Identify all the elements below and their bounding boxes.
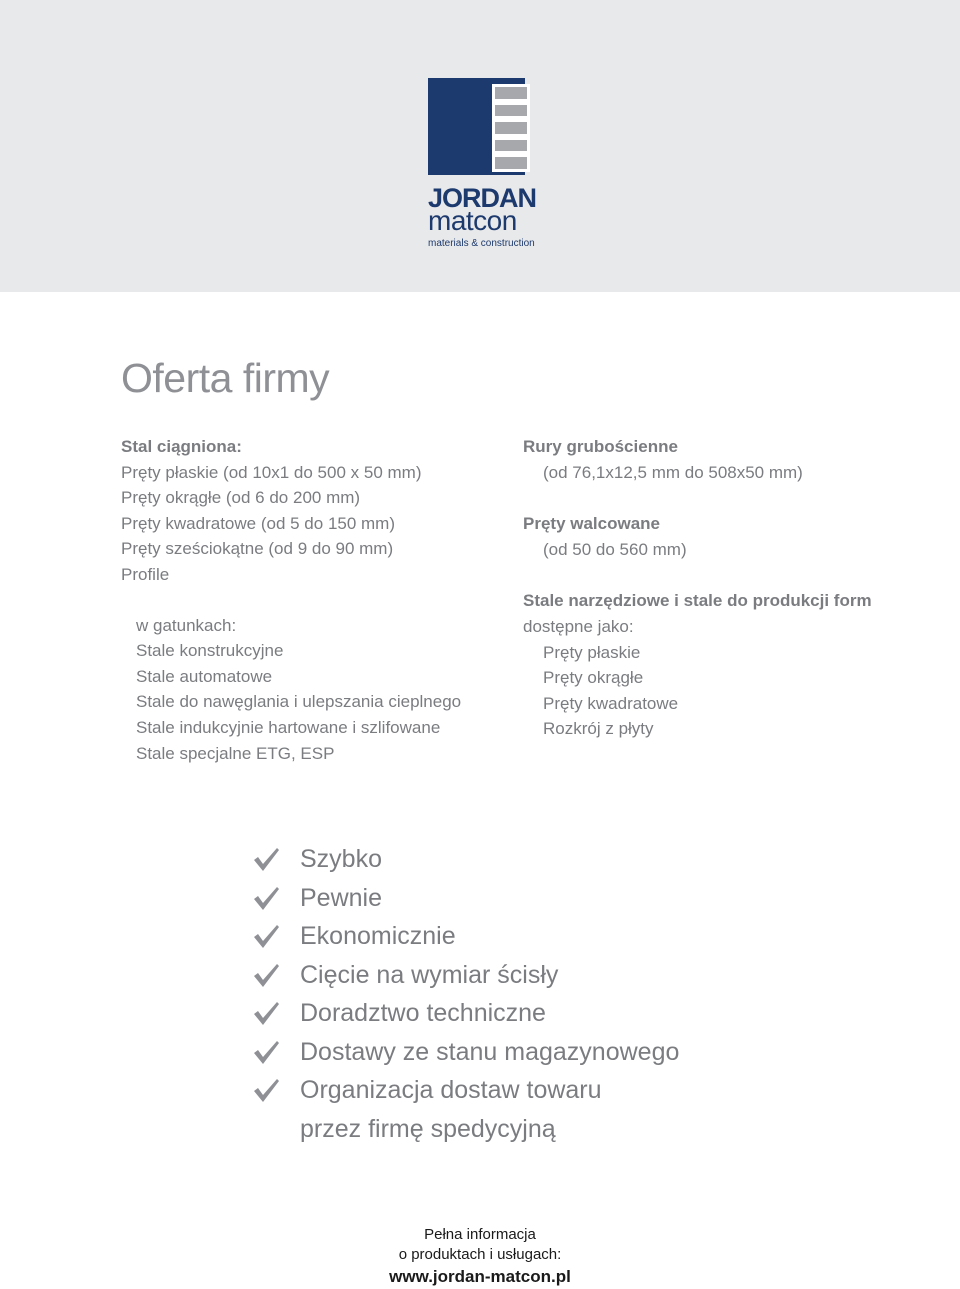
company-logo bbox=[428, 78, 538, 252]
checkmark-icon bbox=[252, 1076, 280, 1104]
logo-bar bbox=[492, 154, 530, 172]
advantage-label: Dostawy ze stanu magazynowego bbox=[300, 1037, 680, 1066]
brand-tagline: materials & construction bbox=[428, 238, 535, 249]
product-item: Pręty kwadratowe (od 5 do 150 mm) bbox=[121, 513, 396, 533]
spacer bbox=[523, 562, 923, 588]
advantage-label: Szybko bbox=[300, 845, 382, 873]
brand-name-top: JORDAN bbox=[428, 183, 537, 213]
advantage-item bbox=[252, 956, 812, 995]
page-title: Oferta firmy bbox=[121, 355, 330, 401]
checkmark-icon bbox=[252, 961, 280, 989]
tool-form-item: Rozkrój z płyty bbox=[543, 719, 654, 739]
advantage-label: Ekonomicznie bbox=[300, 922, 456, 950]
rolled-heading: Pręty walcowane bbox=[523, 514, 661, 534]
tool-form-item: Pręty kwadratowe bbox=[543, 693, 679, 713]
logo-bar bbox=[492, 84, 530, 102]
right-column bbox=[523, 434, 923, 742]
spacer bbox=[121, 588, 501, 613]
brand-name-bottom: matcon bbox=[428, 205, 517, 236]
checkmark-icon bbox=[252, 845, 280, 873]
advantage-item bbox=[252, 1033, 812, 1072]
logo-bars bbox=[492, 84, 530, 172]
tool-steel-heading: Stale narzędziowe i stale do produkcji form bbox=[523, 591, 872, 611]
logo-bar bbox=[492, 102, 530, 120]
advantage-item bbox=[252, 879, 812, 918]
product-item: Pręty płaskie (od 10x1 do 500 x 50 mm) bbox=[121, 462, 422, 482]
pipes-range: (od 76,1x12,5 mm do 508x50 mm) bbox=[543, 462, 803, 482]
advantage-item bbox=[252, 1071, 812, 1110]
advantages-list bbox=[252, 840, 812, 1148]
spacer bbox=[523, 485, 923, 511]
product-item: Profile bbox=[121, 564, 170, 584]
pipes-heading: Rury grubościenne bbox=[523, 437, 678, 456]
advantage-label: Cięcie na wymiar ścisły bbox=[300, 960, 559, 989]
advantage-continuation: przez firmę spedycyjną bbox=[300, 1114, 556, 1143]
available-label: dostępne jako: bbox=[523, 616, 634, 636]
logo-bar bbox=[492, 119, 530, 137]
advantage-label: Doradztwo techniczne bbox=[300, 999, 546, 1027]
checkmark-icon bbox=[252, 922, 280, 950]
grade-item: Stale automatowe bbox=[136, 666, 273, 686]
product-item: Pręty sześciokątne (od 9 do 90 mm) bbox=[121, 539, 394, 559]
grade-item: Stale konstrukcyjne bbox=[136, 641, 284, 661]
advantage-item bbox=[252, 994, 812, 1033]
header-band bbox=[0, 0, 960, 292]
steel-heading: Stal ciągniona: bbox=[121, 437, 242, 456]
advantage-item bbox=[252, 840, 812, 879]
checkmark-icon bbox=[252, 999, 280, 1027]
checkmark-icon bbox=[252, 1038, 280, 1066]
checkmark-icon bbox=[252, 884, 280, 912]
left-column bbox=[121, 434, 501, 766]
grade-item: Stale specjalne ETG, ESP bbox=[136, 743, 335, 763]
product-item: Pręty okrągłe (od 6 do 200 mm) bbox=[121, 488, 361, 508]
grades-label: w gatunkach: bbox=[136, 615, 237, 635]
advantage-label: Organizacja dostaw towaru bbox=[300, 1076, 602, 1104]
grade-item: Stale indukcyjnie hartowane i szlifowane bbox=[136, 717, 441, 737]
website-link[interactable]: www.jordan-matcon.pl bbox=[389, 1267, 571, 1286]
advantage-label: Pewnie bbox=[300, 883, 382, 912]
logo-bar bbox=[492, 137, 530, 155]
grade-item: Stale do nawęglania i ulepszania cieplnego bbox=[136, 692, 462, 712]
advantage-item bbox=[252, 917, 812, 956]
footer bbox=[340, 1225, 620, 1289]
tool-form-item: Pręty okrągłe bbox=[543, 668, 644, 688]
footer-line-2: o produktach i usługach: bbox=[398, 1246, 562, 1263]
tool-form-item: Pręty płaskie bbox=[543, 642, 641, 662]
footer-line-1: Pełna informacja bbox=[424, 1226, 536, 1243]
rolled-range: (od 50 do 560 mm) bbox=[543, 539, 687, 559]
